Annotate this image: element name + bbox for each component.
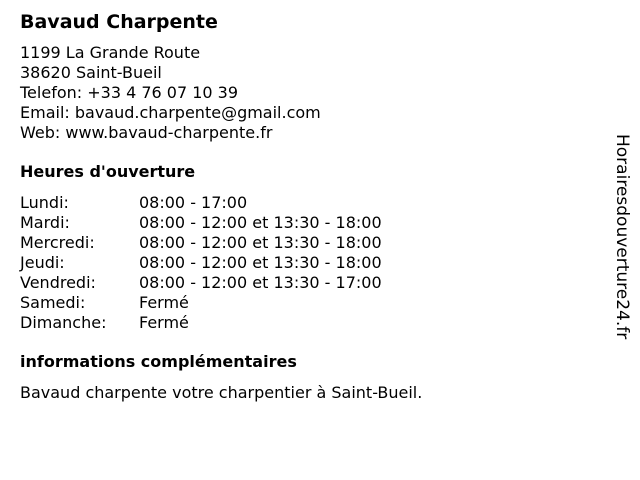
address-street: 1199 La Grande Route bbox=[20, 43, 201, 62]
business-info bbox=[20, 10, 580, 403]
watermark-text: Horairesdouverture24.fr bbox=[612, 134, 632, 340]
day-label: Lundi: bbox=[20, 193, 69, 212]
day-hours: Fermé bbox=[139, 313, 189, 332]
hours-row-mercredi bbox=[20, 233, 580, 253]
hours-row-dimanche bbox=[20, 313, 580, 333]
phone-number[interactable]: Telefon: +33 4 76 07 10 39 bbox=[20, 83, 239, 102]
hours-table bbox=[20, 193, 580, 333]
day-label: Mercredi: bbox=[20, 233, 95, 252]
contact-block bbox=[20, 43, 580, 143]
day-hours: 08:00 - 17:00 bbox=[139, 193, 248, 212]
info-description: Bavaud charpente votre charpentier à Saint-Bueil. bbox=[20, 383, 423, 402]
day-label: Jeudi: bbox=[20, 253, 65, 272]
day-hours: 08:00 - 12:00 et 13:30 - 17:00 bbox=[139, 273, 382, 292]
hours-row-vendredi bbox=[20, 273, 580, 293]
hours-row-mardi bbox=[20, 213, 580, 233]
day-hours: 08:00 - 12:00 et 13:30 - 18:00 bbox=[139, 213, 382, 232]
address-city: 38620 Saint-Bueil bbox=[20, 63, 162, 82]
day-hours: 08:00 - 12:00 et 13:30 - 18:00 bbox=[139, 233, 382, 252]
day-label: Samedi: bbox=[20, 293, 86, 312]
day-label: Dimanche: bbox=[20, 313, 107, 332]
day-label: Mardi: bbox=[20, 213, 70, 232]
hours-row-lundi bbox=[20, 193, 580, 213]
email-address[interactable]: Email: bavaud.charpente@gmail.com bbox=[20, 103, 321, 122]
website-link[interactable]: Web: www.bavaud-charpente.fr bbox=[20, 123, 273, 142]
business-name: Bavaud Charpente bbox=[20, 11, 218, 33]
hours-heading: Heures d'ouverture bbox=[20, 162, 196, 181]
day-hours: Fermé bbox=[139, 293, 189, 312]
day-hours: 08:00 - 12:00 et 13:30 - 18:00 bbox=[139, 253, 382, 272]
info-heading: informations complémentaires bbox=[20, 352, 297, 371]
hours-row-jeudi bbox=[20, 253, 580, 273]
day-label: Vendredi: bbox=[20, 273, 96, 292]
hours-row-samedi bbox=[20, 293, 580, 313]
